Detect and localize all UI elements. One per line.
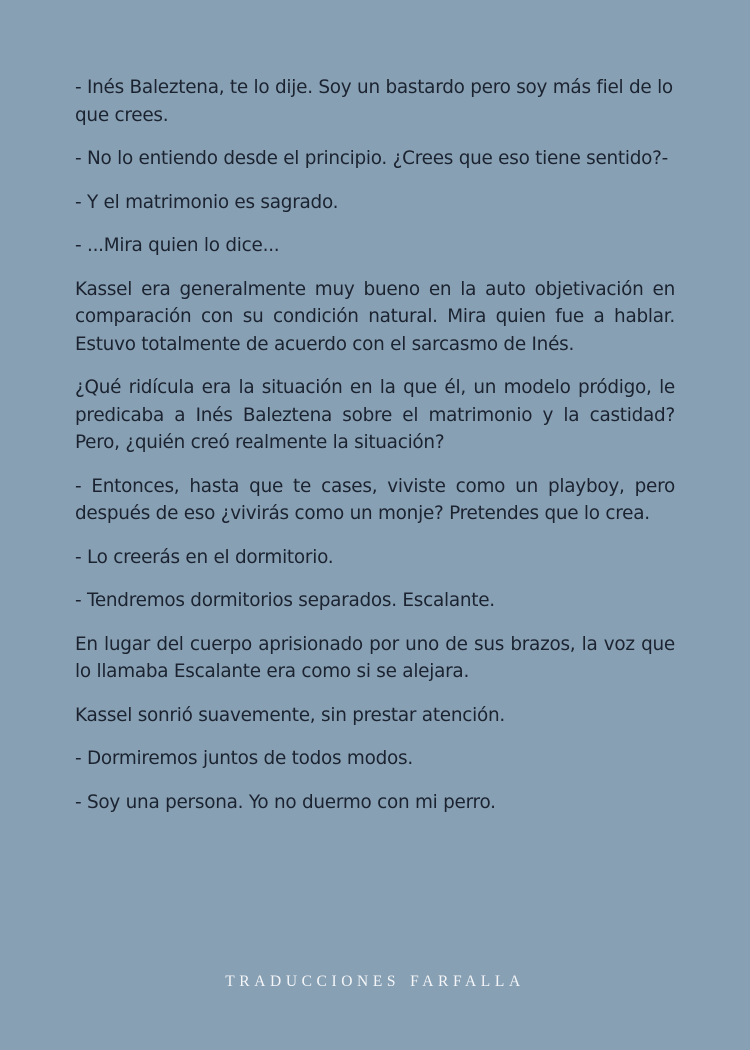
footer-credit bbox=[0, 973, 750, 991]
document-body bbox=[75, 74, 675, 832]
paragraph: Kassel sonrió suavemente, sin prestar atención. bbox=[75, 704, 505, 726]
paragraph: - ...Mira quien lo dice... bbox=[75, 235, 280, 256]
paragraph: ¿Qué ridícula era la situación en la que él, un modelo pródigo, le predicaba a Inés Baleztena sobre el matrimonio y la castidad? Pero, ¿quién creó realmente la situación? bbox=[75, 377, 675, 453]
paragraph: - No lo entiendo desde el principio. ¿Crees que eso tiene sentido?- bbox=[75, 148, 669, 169]
paragraph: En lugar del cuerpo aprisionado por uno de sus brazos, la voz que lo llamaba Escalante era como si se alejara. bbox=[75, 633, 675, 682]
paragraph: Kassel era generalmente muy bueno en la auto objetivación en comparación con su condición natural. Mira quien fue a hablar. Estuvo totalmente de acuerdo con el sarcasmo de Inés. bbox=[75, 278, 675, 355]
paragraph: - Y el matrimonio es sagrado. bbox=[75, 191, 339, 213]
paragraph: - Inés Baleztena, te lo dije. Soy un bastardo pero soy más fiel de lo que crees. bbox=[75, 77, 673, 126]
paragraph: - Dormiremos juntos de todos modos. bbox=[75, 748, 413, 769]
paragraph: - Soy una persona. Yo no duermo con mi perro. bbox=[75, 791, 496, 813]
footer-word-2: FARFALLA bbox=[410, 973, 525, 990]
paragraph: - Tendremos dormitorios separados. Escalante. bbox=[75, 590, 495, 611]
footer-word-1: TRADUCCIONES bbox=[225, 973, 401, 990]
paragraph: - Entonces, hasta que te cases, viviste como un playboy, pero después de eso ¿vivirás como un monje? Pretendes que lo crea. bbox=[75, 475, 675, 524]
paragraph: - Lo creerás en el dormitorio. bbox=[75, 546, 334, 568]
